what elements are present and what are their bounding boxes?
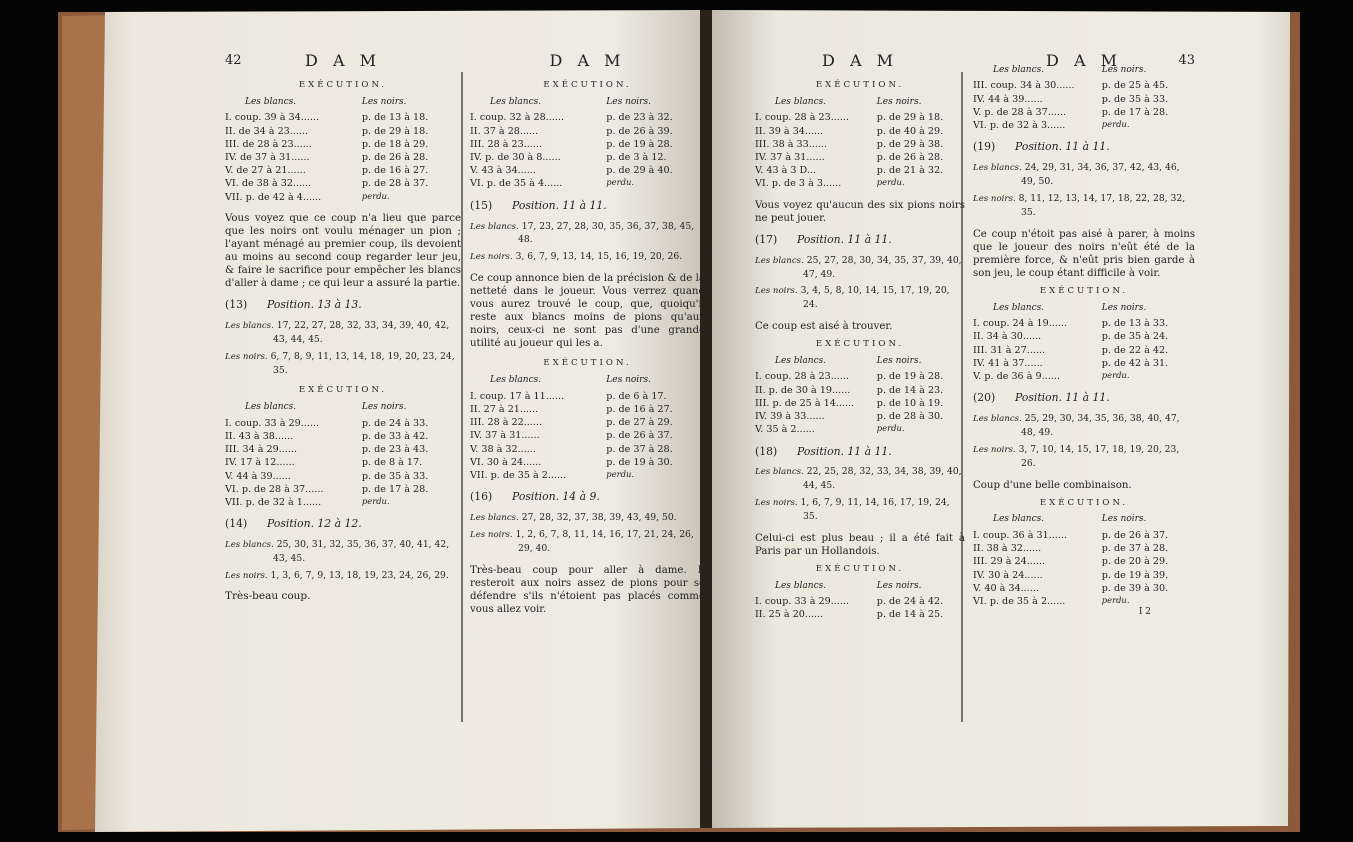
move-row: IV. 39 à 33...... p. de 28 à 30. xyxy=(755,411,944,423)
whites-heading: Les blancs. xyxy=(993,65,1045,75)
move-row: II. 34 à 30...... p. de 35 à 24. xyxy=(973,331,1169,343)
column-headings xyxy=(973,302,1195,314)
move-row: V. p. de 28 à 37...... p. de 17 à 28. xyxy=(973,106,1169,118)
move-row: VI. p. de 28 à 37...... p. de 17 à 28. xyxy=(225,483,429,495)
move-row: IV. p. de 30 à 8...... p. de 3 à 12. xyxy=(470,151,667,163)
position-heading xyxy=(755,445,965,460)
position-title: Position. 11 à 11. xyxy=(512,198,607,212)
move-row: I. coup. 32 à 28...... p. de 23 à 32. xyxy=(470,112,673,124)
whites-heading: Les blancs. xyxy=(775,580,827,591)
move-row: VI. p. de 3 à 3...... perdu. xyxy=(755,177,905,190)
column-headings xyxy=(755,355,965,367)
move-row: III. 28 à 22...... p. de 27 à 29. xyxy=(470,417,673,429)
whites-heading: Les blancs. xyxy=(775,355,827,366)
position-heading xyxy=(973,140,1195,155)
execution-heading: EXÉCUTION. xyxy=(298,385,388,396)
move-row: IV. 37 à 31...... p. de 26 à 28. xyxy=(755,151,944,163)
whites-heading: Les blancs. xyxy=(245,402,297,413)
moves-table xyxy=(755,370,965,436)
blacks-heading: Les noirs. xyxy=(1101,65,1147,75)
blacks-heading: Les noirs. xyxy=(361,402,407,413)
column-headings xyxy=(225,96,461,108)
blacks-list: Les noirs. 3, 7, 10, 14, 15, 17, 18, 19, 20, 23, 26. xyxy=(973,443,1180,469)
move-row: II. 43 à 38...... p. de 33 à 42. xyxy=(225,430,429,442)
whites-heading: Les blancs. xyxy=(993,514,1045,525)
move-row: II. 27 à 21...... p. de 16 à 27. xyxy=(470,403,673,415)
blacks-list: Les noirs. 8, 11, 12, 13, 14, 17, 18, 22, 28, 32, 35. xyxy=(973,192,1186,218)
move-row: I. coup. 24 à 19...... p. de 13 à 33. xyxy=(973,318,1169,330)
execution-heading: EXÉCUTION. xyxy=(1039,285,1129,296)
running-head xyxy=(470,40,705,78)
move-row: VI. 30 à 24...... p. de 19 à 30. xyxy=(470,456,673,468)
blacks-heading: Les noirs. xyxy=(1101,514,1147,525)
position-number: (16) xyxy=(470,490,493,504)
column-headings xyxy=(755,580,965,592)
move-row: IV. 37 à 31...... p. de 26 à 37. xyxy=(470,430,673,442)
left-page-right-column xyxy=(460,35,705,830)
position-title: Position. 11 à 11. xyxy=(1015,140,1110,154)
page-number: 43 xyxy=(1178,53,1195,68)
move-row: VI. p. de 35 à 4...... perdu. xyxy=(470,177,635,190)
move-row: III. coup. 34 à 30...... p. de 25 à 45. xyxy=(973,80,1169,92)
commentary-paragraph: Ce coup annonce bien de la précision & de la netteté dans le joueur. Vous verrez quand vous aurez trouvé le coup, que, quoiqu'il reste aux blancs moins de pions qu'aux noirs, ceux-ci ne sont pas d'une grande utilité au joueur qui les a. xyxy=(470,273,705,350)
move-row: VI. p. de 32 à 3...... perdu. xyxy=(973,119,1130,132)
move-row: V. 43 à 3 D... p. de 21 à 32. xyxy=(755,165,944,177)
move-row: IV. 30 à 24...... p. de 19 à 39. xyxy=(973,569,1169,581)
move-row: V. 40 à 34...... p. de 39 à 30. xyxy=(973,582,1169,594)
position-title: Position. 14 à 9. xyxy=(512,490,600,504)
position-heading xyxy=(470,490,705,505)
move-row: III. p. de 25 à 14...... p. de 10 à 19. xyxy=(755,397,944,409)
blacks-list: Les noirs. 1, 3, 6, 7, 9, 13, 18, 19, 23, 24, 26, 29. xyxy=(225,569,449,581)
running-title: D A M xyxy=(822,51,898,70)
move-row: V. p. de 36 à 9...... perdu. xyxy=(973,370,1130,382)
running-head xyxy=(755,40,965,78)
moves-table xyxy=(225,417,461,510)
commentary-paragraph: Ce coup est aisé à trouver. xyxy=(755,321,893,333)
running-head xyxy=(225,40,461,78)
moves-table xyxy=(973,79,1195,132)
position-number: (15) xyxy=(470,198,493,212)
move-row: I. coup. 33 à 29...... p. de 24 à 42. xyxy=(755,596,944,608)
position-heading xyxy=(755,233,965,248)
blacks-heading: Les noirs. xyxy=(361,96,407,107)
commentary-paragraph: Vous voyez que ce coup n'a lieu que parce que les noirs ont voulu ménager un pion ; l'ayant ménagé au premier coup, ils devoient au moins au second coup regarder leur jeu, & faire le sacrifice pour empêcher les blancs d'aller à dame ; ce qui leur a assuré la partie. xyxy=(225,212,461,290)
move-row: V. de 27 à 21...... p. de 16 à 27. xyxy=(225,165,429,177)
execution-heading: EXÉCUTION. xyxy=(815,563,905,574)
whites-list: Les blancs. 25, 30, 31, 32, 35, 36, 37, 40, 41, 42, 43, 45. xyxy=(225,539,450,565)
move-row: III. de 28 à 23...... p. de 18 à 29. xyxy=(225,138,429,150)
position-number: (20) xyxy=(973,391,996,405)
right-page-left-column xyxy=(755,35,965,830)
move-row: I. coup. 33 à 29...... p. de 24 à 33. xyxy=(225,417,429,429)
execution-heading: EXÉCUTION. xyxy=(1039,497,1129,508)
blacks-list: Les noirs. 1, 2, 6, 7, 8, 11, 14, 16, 17, 21, 24, 26, 29, 40. xyxy=(470,529,694,554)
execution-heading: EXÉCUTION. xyxy=(543,358,632,369)
whites-heading: Les blancs. xyxy=(245,96,297,107)
column-headings xyxy=(470,374,705,386)
blacks-heading: Les noirs. xyxy=(1101,302,1147,313)
execution-heading: EXÉCUTION. xyxy=(543,80,632,90)
move-row: II. 39 à 34...... p. de 40 à 29. xyxy=(755,125,944,137)
commentary-paragraph: Ce coup n'étoit pas aisé à parer, à moins que le joueur des noirs n'eût été de la première force, & n'eût pris bien garde à son jeu, le coup étant difficile à voir. xyxy=(973,228,1195,279)
position-title: Position. 12 à 12. xyxy=(267,517,362,531)
column-headings xyxy=(755,96,965,108)
page-number: 42 xyxy=(225,53,242,68)
move-row: IV. de 37 à 31...... p. de 26 à 28. xyxy=(225,151,429,163)
whites-heading: Les blancs. xyxy=(490,375,542,386)
printer-signature: I 2 xyxy=(1138,607,1151,618)
column-headings xyxy=(225,401,461,413)
commentary-paragraph: Coup d'une belle combinaison. xyxy=(973,479,1132,491)
move-row: II. de 34 à 23...... p. de 29 à 18. xyxy=(225,125,429,137)
commentary-paragraph: Vous voyez qu'aucun des six pions noirs ne peut jouer. xyxy=(755,199,965,224)
whites-list: Les blancs. 25, 29, 30, 34, 35, 36, 38, 40, 47, 48, 49. xyxy=(973,413,1180,439)
move-row: IV. 17 à 12...... p. de 8 à 17. xyxy=(225,457,423,469)
position-number: (13) xyxy=(225,298,248,312)
column-headings xyxy=(470,96,705,108)
blacks-heading: Les noirs. xyxy=(876,580,922,591)
moves-table xyxy=(973,529,1195,608)
running-title: D A M xyxy=(549,51,626,70)
blacks-heading: Les noirs. xyxy=(606,375,651,386)
whites-list: Les blancs. 25, 27, 28, 30, 34, 35, 37, 39, 40, 47, 49. xyxy=(755,254,962,280)
move-row: VII. p. de 35 à 2...... perdu. xyxy=(470,469,635,482)
position-number: (14) xyxy=(225,517,248,531)
position-title: Position. 13 à 13. xyxy=(267,298,362,312)
position-title: Position. 11 à 11. xyxy=(1015,391,1110,405)
execution-heading: EXÉCUTION. xyxy=(298,80,388,90)
move-row: IV. 44 à 39...... p. de 35 à 33. xyxy=(973,93,1169,105)
execution-heading: EXÉCUTION. xyxy=(815,80,905,90)
move-row: II. 38 à 32...... p. de 37 à 28. xyxy=(973,543,1169,555)
moves-table xyxy=(470,111,705,190)
moves-table xyxy=(755,595,965,621)
move-row: VII. p. de 42 à 4...... perdu. xyxy=(225,190,390,203)
right-page-right-column xyxy=(965,35,1195,830)
column-headings xyxy=(973,513,1195,525)
whites-list: Les blancs. 22, 25, 28, 32, 33, 34, 38, 39, 40, 44, 45. xyxy=(755,466,962,492)
move-row: V. 44 à 39...... p. de 35 à 33. xyxy=(225,470,429,482)
blacks-list: Les noirs. 3, 4, 5, 8, 10, 14, 15, 17, 19, 20, 24. xyxy=(755,285,950,311)
whites-list: Les blancs. 27, 28, 32, 37, 38, 39, 43, 49, 50. xyxy=(470,512,677,524)
moves-table xyxy=(225,111,461,204)
running-head xyxy=(973,40,1195,78)
move-row: III. 34 à 29...... p. de 23 à 43. xyxy=(225,444,429,456)
moves-table xyxy=(973,317,1195,383)
execution-heading: EXÉCUTION. xyxy=(815,339,905,350)
move-row: I. coup. 28 à 23...... p. de 19 à 28. xyxy=(755,371,944,383)
move-row: I. coup. 17 à 11...... p. de 6 à 17. xyxy=(470,390,667,402)
blacks-list: Les noirs. 6, 7, 8, 9, 11, 13, 14, 18, 19, 20, 23, 24, 35. xyxy=(225,350,455,376)
commentary-paragraph: Très-beau coup pour aller à dame. Il resteroit aux noirs assez de pions pour se défendre s'ils n'étoient pas placés comme vous allez voir. xyxy=(470,564,705,615)
move-row: V. 43 à 34...... p. de 29 à 40. xyxy=(470,165,673,177)
blacks-list: Les noirs. 3, 6, 7, 9, 13, 14, 15, 16, 19, 20, 26. xyxy=(470,251,683,263)
move-row: V. 38 à 32...... p. de 37 à 28. xyxy=(470,443,673,455)
move-row: VI. de 38 à 32...... p. de 28 à 37. xyxy=(225,178,429,190)
closing-remark: Très-beau coup. xyxy=(225,589,311,602)
whites-list: Les blancs. 17, 22, 27, 28, 32, 33, 34, 39, 40, 42, 43, 44, 45. xyxy=(225,320,450,345)
move-row: IV. 41 à 37...... p. de 42 à 31. xyxy=(973,357,1169,369)
position-heading xyxy=(225,298,461,313)
running-title: D A M xyxy=(1046,51,1122,70)
commentary-paragraph: Celui-ci est plus beau ; il a été fait à Paris par un Hollandois. xyxy=(755,532,965,557)
whites-heading: Les blancs. xyxy=(775,96,827,107)
move-row: II. p. de 30 à 19...... p. de 14 à 23. xyxy=(755,384,944,396)
position-title: Position. 11 à 11. xyxy=(797,232,892,246)
whites-list: Les blancs. 17, 23, 27, 28, 30, 35, 36, 37, 38, 45, 48. xyxy=(470,220,695,246)
position-heading xyxy=(973,391,1195,406)
position-number: (19) xyxy=(973,140,996,154)
move-row: II. 37 à 28...... p. de 26 à 39. xyxy=(470,125,673,137)
move-row: II. 25 à 20...... p. de 14 à 25. xyxy=(755,609,944,621)
blacks-heading: Les noirs. xyxy=(606,96,651,107)
move-row: III. 38 à 33...... p. de 29 à 38. xyxy=(755,138,944,150)
position-number: (18) xyxy=(755,444,778,458)
whites-heading: Les blancs. xyxy=(993,302,1045,313)
position-title: Position. 11 à 11. xyxy=(797,444,892,458)
position-number: (17) xyxy=(755,232,778,246)
position-heading xyxy=(225,517,461,532)
moves-table xyxy=(755,111,965,190)
move-row: III. 31 à 27...... p. de 22 à 42. xyxy=(973,344,1169,356)
move-row: III. 28 à 23...... p. de 19 à 28. xyxy=(470,138,673,150)
whites-heading: Les blancs. xyxy=(490,96,542,107)
move-row: V. 35 à 2...... perdu. xyxy=(755,423,905,436)
blacks-heading: Les noirs. xyxy=(876,355,922,366)
blacks-list: Les noirs. 1, 6, 7, 9, 11, 14, 16, 17, 19, 24, 35. xyxy=(755,497,950,522)
whites-list: Les blancs. 24, 29, 31, 34, 36, 37, 42, 43, 46, 49, 50. xyxy=(973,162,1180,188)
running-title: D A M xyxy=(305,51,381,70)
move-row: VI. p. de 35 à 2...... perdu. xyxy=(973,594,1130,607)
position-heading xyxy=(470,199,705,214)
left-page-left-column xyxy=(225,35,461,830)
move-row: I. coup. 28 à 23...... p. de 29 à 18. xyxy=(755,112,944,124)
moves-table xyxy=(470,390,705,483)
blacks-heading: Les noirs. xyxy=(876,96,922,107)
move-row: I. coup. 36 à 31...... p. de 26 à 37. xyxy=(973,529,1169,541)
move-row: I. coup. 39 à 34...... p. de 13 à 18. xyxy=(225,112,429,124)
move-row: III. 29 à 24...... p. de 20 à 29. xyxy=(973,556,1169,568)
move-row: VII. p. de 32 à 1...... perdu. xyxy=(225,496,390,509)
